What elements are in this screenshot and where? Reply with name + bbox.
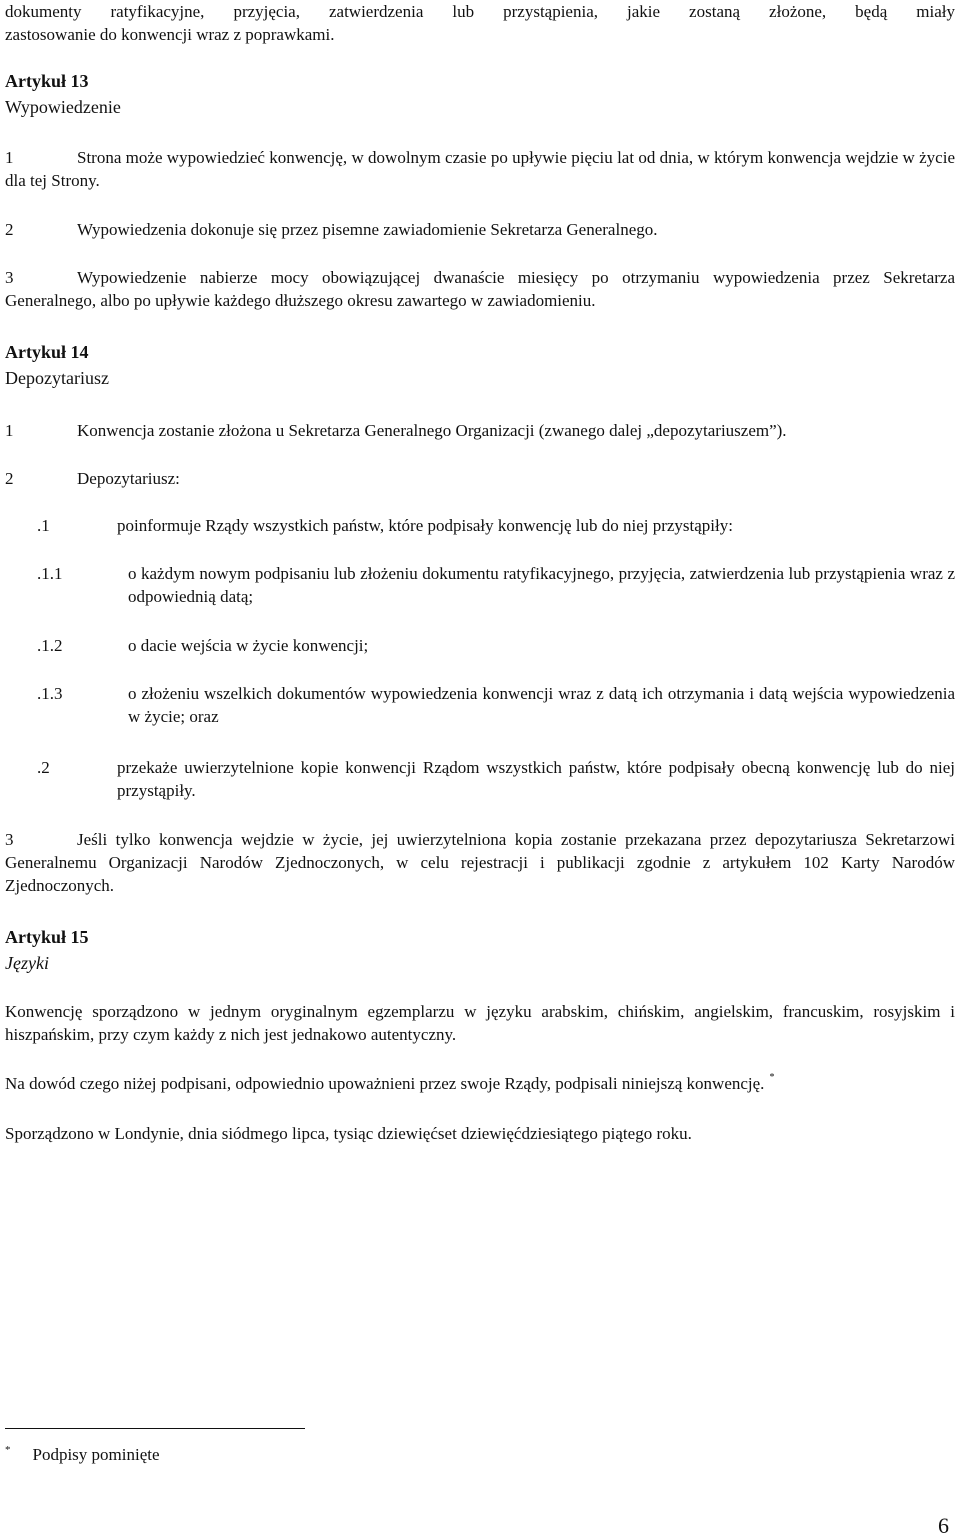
article-13-paragraph-1 [5, 146, 955, 192]
article-14-paragraph-1 [5, 419, 955, 442]
article-14-title: Artykuł 14 [5, 342, 89, 362]
intro-line-2: zastosowanie do konwencji wraz z poprawkami. [5, 25, 335, 44]
item-text: o złożeniu wszelkich dokumentów wypowiedzenia konwencji wraz z datą ich otrzymania i datą wejścia wypowiedzenia w życie; oraz [128, 684, 955, 726]
paragraph-text: Na dowód czego niżej podpisani, odpowiednio upoważnieni przez swoje Rządy, podpisali niniejszą konwencję. [5, 1074, 765, 1093]
article-13-subtitle: Wypowiedzenie [5, 97, 121, 117]
item-text: przekaże uwierzytelnione kopie konwencji Rządom wszystkich państw, które podpisały obecną konwencję lub do niej przystąpiły. [117, 758, 955, 800]
item-number: .1.2 [37, 636, 63, 655]
item-number: .1.1 [37, 564, 63, 583]
item-number: .1.3 [37, 684, 63, 703]
article-15-title: Artykuł 15 [5, 927, 89, 947]
article-14-item-2 [37, 756, 955, 802]
paragraph-number: 3 [5, 268, 14, 287]
page-number: 6 [938, 1513, 949, 1538]
article-14-paragraph-3 [5, 828, 955, 897]
article-14-heading [5, 341, 955, 390]
article-13-title: Artykuł 13 [5, 71, 89, 91]
article-15-subtitle: Języki [5, 953, 49, 973]
paragraph-text: Strona może wypowiedzieć konwencję, w dowolnym czasie po upływie pięciu lat od dnia, w którym konwencja wejdzie w życie dla tej Strony. [5, 148, 955, 190]
paragraph-text: Jeśli tylko konwencja wejdzie w życie, jej uwierzytelniona kopia zostanie przekazana przez depozytariusza Sekretarzowi Generalnemu Organizacji Narodów Zjednoczonych, w celu rejestracji i publikacji zgodnie z artykułem 102 Karty Narodów Zjednoczonych. [5, 830, 955, 895]
item-text: o każdym nowym podpisaniu lub złożeniu dokumentu ratyfikacyjnego, przyjęcia, zatwierdzenia lub przystąpienia wraz z odpowiednią datą; [128, 564, 955, 606]
item-text: o dacie wejścia w życie konwencji; [128, 636, 369, 655]
article-15-paragraph-2 [5, 1072, 955, 1095]
paragraph-number: 1 [5, 148, 14, 167]
paragraph-number: 3 [5, 830, 14, 849]
footnote [5, 1443, 160, 1466]
article-14-paragraph-2 [5, 467, 955, 490]
paragraph-text: Depozytariusz: [77, 469, 180, 488]
paragraph-text: Wypowiedzenie nabierze mocy obowiązującej dwanaście miesięcy po otrzymaniu wypowiedzenia przez Sekretarza Generalnego, albo po upływie każdego dłuższego okresu zawartego w zawiadomieniu. [5, 268, 955, 310]
item-number: .2 [37, 758, 50, 777]
article-13-heading [5, 70, 955, 119]
item-number: .1 [37, 516, 50, 535]
paragraph-text: Sporządzono w Londynie, dnia siódmego lipca, tysiąc dziewięćset dziewięćdziesiątego piątego roku. [5, 1124, 692, 1143]
article-15-paragraph-3 [5, 1122, 955, 1145]
article-15-paragraph-1 [5, 1000, 955, 1046]
footnote-separator [5, 1428, 305, 1429]
paragraph-number: 2 [5, 469, 14, 488]
footnote-reference-mark: * [769, 1072, 775, 1083]
article-14-item-1-3 [37, 682, 955, 728]
article-15-heading [5, 926, 955, 975]
article-14-subtitle: Depozytariusz [5, 368, 109, 388]
intro-line-1: dokumenty ratyfikacyjne, przyjęcia, zatwierdzenia lub przystąpienia, jakie zostaną złożone, będą miały [5, 2, 955, 21]
article-14-item-1-2 [37, 634, 955, 657]
paragraph-text: Wypowiedzenia dokonuje się przez pisemne zawiadomienie Sekretarza Generalnego. [77, 220, 658, 239]
intro-paragraph [5, 0, 955, 46]
paragraph-number: 2 [5, 220, 14, 239]
article-13-paragraph-2 [5, 218, 955, 241]
article-13-paragraph-3 [5, 266, 955, 312]
paragraph-text: Konwencja zostanie złożona u Sekretarza Generalnego Organizacji (zwanego dalej „depozytariuszem”). [77, 421, 787, 440]
paragraph-text: Konwencję sporządzono w jednym oryginalnym egzemplarzu w języku arabskim, chińskim, angielskim, francuskim, rosyjskim i hiszpańskim, przy czym każdy z nich jest jednakowo autentyczny. [5, 1002, 955, 1044]
article-14-item-1-1 [37, 562, 955, 608]
article-14-item-1 [37, 514, 955, 537]
item-text: poinformuje Rządy wszystkich państw, które podpisały konwencję lub do niej przystąpiły: [117, 516, 733, 535]
paragraph-number: 1 [5, 421, 14, 440]
footnote-mark: * [5, 1444, 11, 1456]
footnote-text: Podpisy pominięte [32, 1445, 160, 1464]
